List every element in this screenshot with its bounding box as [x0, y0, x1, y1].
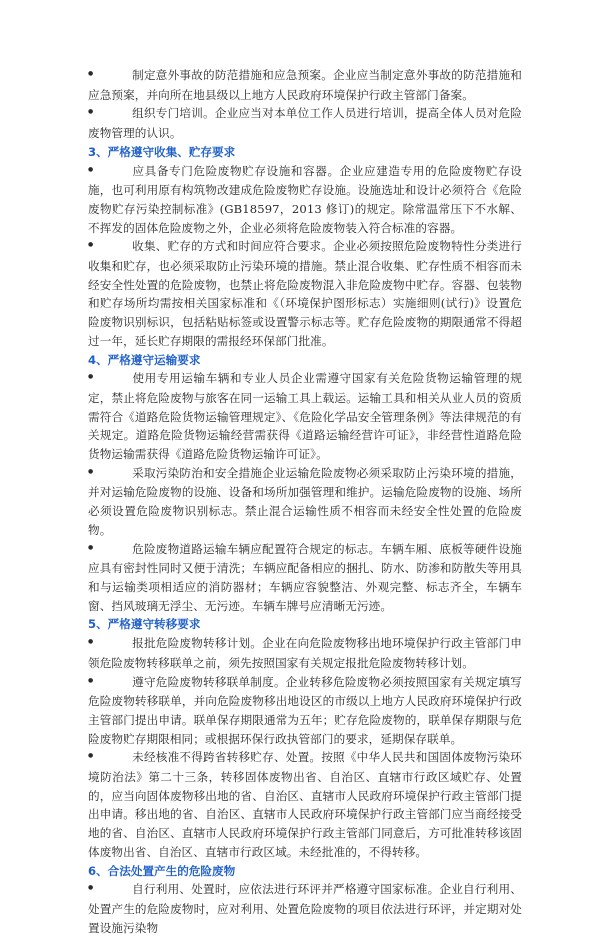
bullet-paragraph [88, 237, 522, 350]
section-heading: 4、严格遵守运输要求 [88, 352, 201, 367]
paragraph-text: 应具备专门危险废物贮存设施和容器。企业应建造专用的危险废物贮存设施，也可利用原有构筑物改建成危险废物贮存设施。设施选址和设计必须符合《危险废物贮存污染控制标准》(GB18597，2013 修订)的规定。除常温常压下不水解、不挥发的固体危险废物之外，企业必须将危险废物装入符合标准的容器。 [88, 163, 522, 235]
paragraph-text: 使用专用运输车辆和专业人员企业需遵守国家有关危险货物运输管理的规定，禁止将危险废物与旅客在同一运输工具上载运。运输工具和相关从业人员的资质需符合《道路危险货物运输管理规定》、《危险化学品安全管理条例》等法律规范的有关规定。道路危险货物运输经营需获得《道路运输经营许可证》，非经营性道路危险货物运输需获得《道路危险货物运输许可证》。 [88, 371, 522, 462]
paragraph-text: 报批危险废物转移计划。企业在向危险废物移出地环境保护行政主管部门申领危险废物转移联单之前，须先按照国家有关规定报批危险废物转移计划。 [88, 636, 522, 670]
paragraph-text: 采取污染防治和安全措施企业运输危险废物必须采取防止污染环境的措施，并对运输危险废物的设施、设备和场所加强管理和维护。运输危险废物的设施、场所必须设置危险废物识别标志。禁止混合运输性质不相容而未经安全性处置的危险废物。 [88, 465, 522, 537]
bullet-paragraph [88, 634, 522, 672]
bullet-paragraph [88, 66, 522, 104]
bullet-icon [88, 104, 132, 124]
bullet-paragraph [88, 162, 522, 238]
bullet-icon [88, 634, 132, 654]
bullet-icon [88, 162, 132, 182]
bullet-icon [88, 237, 132, 257]
bullet-icon [88, 464, 132, 484]
bullet-icon [88, 66, 132, 86]
bullet-paragraph [88, 880, 522, 937]
bullet-icon [88, 369, 132, 389]
bullet-paragraph [88, 104, 522, 142]
bullet-paragraph [88, 464, 522, 540]
document-page [88, 66, 522, 937]
bullet-icon [88, 748, 132, 768]
bullet-icon [88, 673, 132, 693]
paragraph-text: 危险废物道路运输车辆应配置符合规定的标志。车辆车厢、底板等硬件设施应具有密封性同时又便于清洗；车辆应配备相应的捆扎、防水、防渗和防散失等用具和与运输类项相适应的消防器材；车辆应容貌整洁、外观完整、标志齐全，车辆车窗、挡风玻璃无浮尘、无污迹。车辆车牌号应清晰无污迹。 [88, 541, 522, 613]
bullet-paragraph [88, 748, 522, 861]
paragraph-text: 组织专门培训。企业应当对本单位工作人员进行培训，提高全体人员对危险废物管理的认识。 [88, 106, 522, 141]
bullet-paragraph [88, 673, 522, 749]
paragraph-text: 遵守危险废物转移联单制度。企业转移危险废物必须按照国家有关规定填写危险废物转移联单，并向危险废物移出地设区的市级以上地方人民政府环境保护行政主管部门提出申请。联单保存期限通常为五年；贮存危险废物的，联单保存期限与危险废物贮存期限相同；或根据环保行政执管部门的要求，延期保存联单。 [88, 674, 522, 746]
bullet-icon [88, 540, 132, 560]
section-heading: 5、严格遵守转移要求 [88, 617, 201, 632]
paragraph-text: 自行利用、处置时，应依法进行环评并严格遵守国家标准。企业自行利用、处置产生的危险废物时，应对利用、处置危险废物的项目依法进行环评，并定期对处置设施污染物 [88, 882, 522, 935]
bullet-paragraph [88, 369, 522, 464]
bullet-icon [88, 880, 132, 900]
section-heading: 6、合法处置产生的危险废物 [88, 863, 236, 878]
section-heading: 3、严格遵守收集、贮存要求 [88, 144, 236, 159]
paragraph-text: 未经核准不得跨省转移贮存、处置。按照《中华人民共和国固体废物污染环境防治法》第二十三条，转移固体废物出省、自治区、直辖市行政区域贮存、处置的，应当向固体废物移出地的省、自治区、直辖市人民政府环境保护行政主管部门提出申请。移出地的省、自治区、直辖市人民政府环境保护行政主管部门应当商经接受地的省、自治区、直辖市人民政府环境保护行政主管部门同意后，方可批准转移该固体废物出省、自治区、直辖市行政区域。未经批准的，不得转移。 [88, 750, 522, 859]
paragraph-text: 收集、贮存的方式和时间应符合要求。企业必须按照危险废物特性分类进行收集和贮存，也必须采取防止污染环境的措施。禁止混合收集、贮存性质不相容而未经安全性处置的危险废物，也禁止将危险废物混入非危险废物中贮存。容器、包装物和贮存场所均需按相关国家标准和《（环境保护图形标志）实施细则(试行)》设置危险废物识别标识，包括粘贴标签或设置警示标志等。贮存危险废物的期限通常不得超过一年，延长贮存期限的需报经环保部门批准。 [88, 239, 522, 348]
paragraph-text: 制定意外事故的防范措施和应急预案。企业应当制定意外事故的防范措施和应急预案，并向所在地县级以上地方人民政府环境保护行政主管部门备案。 [88, 68, 522, 102]
bullet-paragraph [88, 540, 522, 616]
